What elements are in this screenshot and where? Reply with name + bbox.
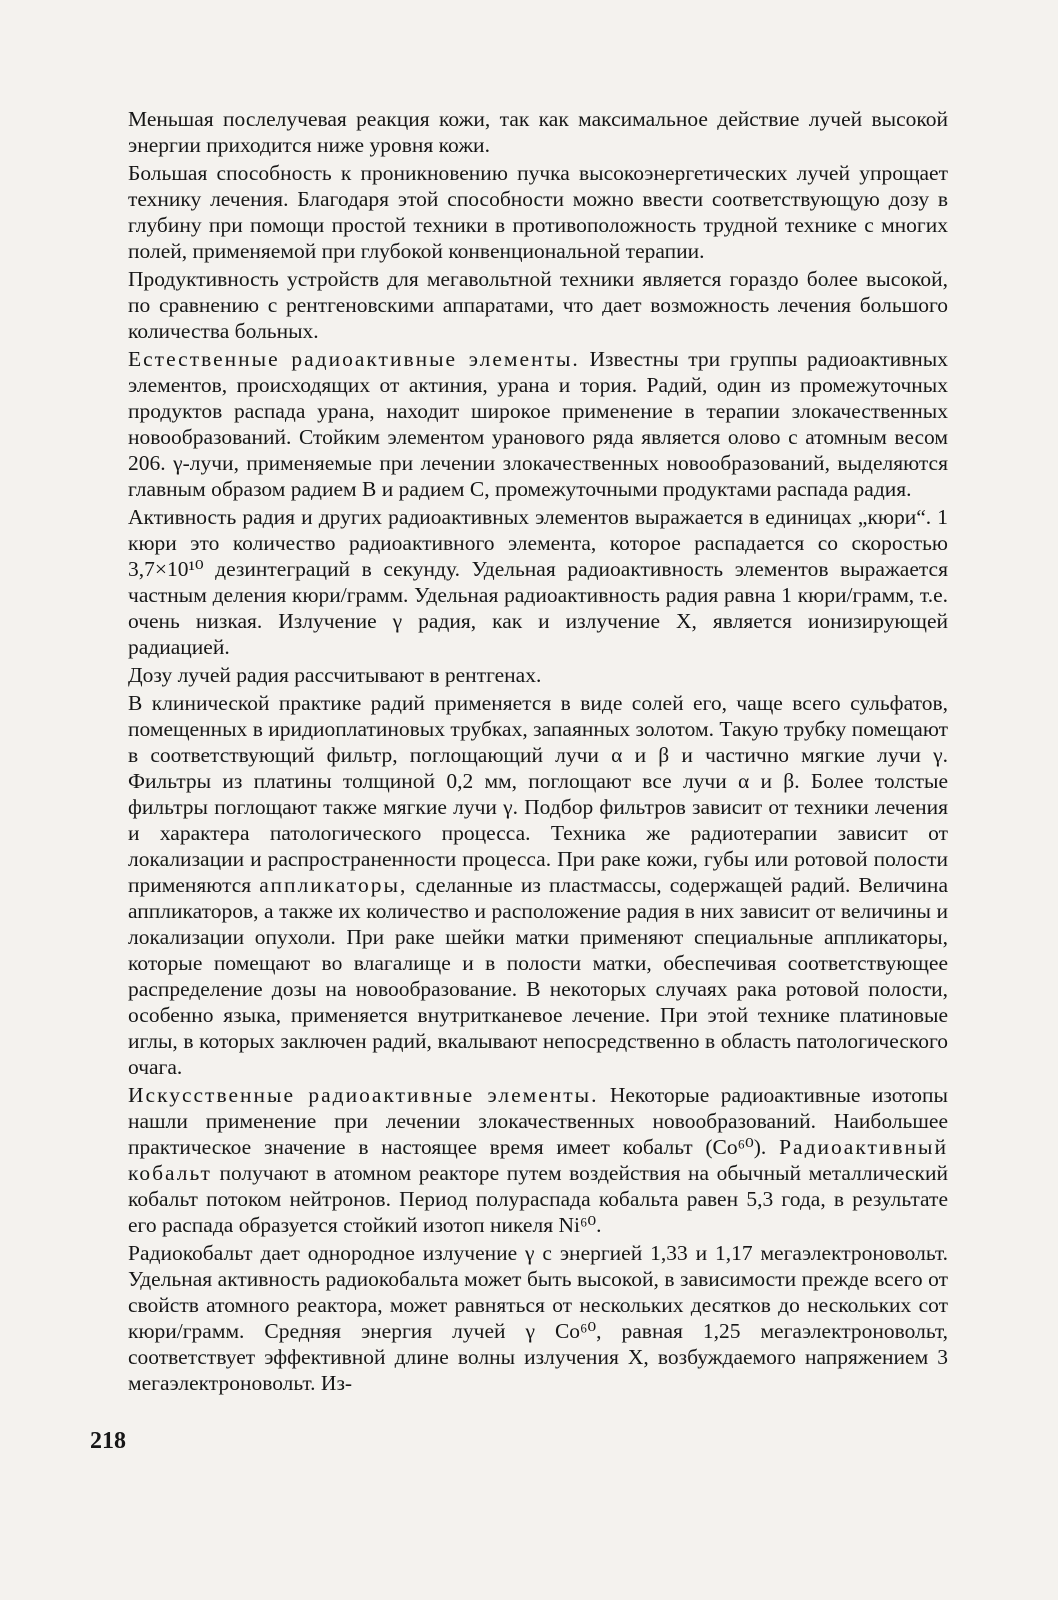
paragraph-dose (128, 662, 948, 688)
paragraph-text: получают в атомном реакторе путем воздействия на обычный металлический кобальт потоком нейтронов. Период полураспада кобальта равен 5,3 года, в результате его распада образуется стойкий изотоп никеля Ni⁶⁰. (128, 1161, 948, 1237)
paragraph-penetration (128, 160, 948, 264)
paragraph-text: Радиокобальт дает однородное излучение γ с энергией 1,33 и 1,17 мегаэлектроновольт. Удельная активность радиокобальта может быть высокой, в зависимости прежде всего от свойств атомного реактора, может равняться от нескольких десятков до нескольких сот кюри/грамм. Средняя энергия лучей γ Co⁶⁰, равная 1,25 мегаэлектроновольт, соответствует эффективной длине волны излучения X, возбуждаемого напряжением 3 мегаэлектроновольт. Из- (128, 1241, 948, 1395)
paragraph-text: Большая способность к проникновению пучка высокоэнергетических лучей упрощает технику лечения. Благодаря этой способности можно ввести соответствующую дозу в глубину при помощи простой техники в противоположность трудной технике с многих полей, применяемой при глубокой конвенциональной терапии. (128, 161, 948, 263)
paragraph-text: Продуктивность устройств для мегавольтной техники является гораздо более высокой, по сравнению с рентгеновскими аппаратами, что дает возможность лечения большого количества больных. (128, 267, 948, 343)
paragraph-artificial-elements (128, 1082, 948, 1238)
paragraph-natural-elements (128, 346, 948, 502)
paragraph-radiocobalt (128, 1240, 948, 1396)
page-number: 218 (90, 1428, 126, 1454)
paragraph-productivity (128, 266, 948, 344)
spaced-term-radiocobalt: Радиоактивный кобальт (128, 1135, 948, 1185)
paragraph-clinical-practice (128, 690, 948, 1080)
paragraph-text: Активность радия и других радиоактивных элементов выражается в единицах „кюри“. 1 кюри это количество радиоактивного элемента, которое распадается со скоростью 3,7×10¹⁰ дезинтеграций в секунду. Удельная радиоактивность элементов выражается частным деления кюри/грамм. Удельная радиоактивность радия равна 1 кюри/грамм, т.е. очень низкая. Излучение γ радия, как и излучение X, является ионизирующей радиацией. (128, 505, 948, 659)
paragraph-text: В клинической практике радий применяется в виде солей его, чаще всего сульфатов, помещенных в иридиоплатиновых трубках, запаянных золотом. Такую трубку помещают в соответствующий фильтр, поглощающий лучи α и β и частично мягкие лучи γ. Фильтры из платины толщиной 0,2 мм, поглощают все лучи α и β. Более толстые фильтры поглощают также мягкие лучи γ. Подбор фильтров зависит от техники лечения и характера патологического процесса. Техника же радиотерапии зависит от локализации и распространенности процесса. При раке кожи, губы или ротовой полости применяются (128, 691, 948, 897)
paragraph-skin-reaction (128, 106, 948, 158)
section-heading-natural: Естественные радиоактивные элементы. (128, 347, 580, 371)
paragraph-text: Меньшая послелучевая реакция кожи, так как максимальное действие лучей высокой энергии приходится ниже уровня кожи. (128, 107, 948, 157)
paragraph-text: сделанные из пластмассы, содержащей радий. Величина аппликаторов, а также их количество и расположение радия в них зависит от величины и локализации опухоли. При раке шейки матки применяют специальные аппликаторы, которые помещают во влагалище и в полости матки, обеспечивая соответствующее распределение дозы на новообразование. В некоторых случаях рака ротовой полости, особенно языка, применяется внутритканевое лечение. При этой технике платиновые иглы, в которых заключен радий, вкалывают непосредственно в область патологического очага. (128, 873, 948, 1079)
paragraph-text: Дозу лучей радия рассчитывают в рентгенах. (128, 663, 542, 687)
paragraph-text: Некоторые радиоактивные изотопы нашли применение при лечении злокачественных новообразований. Наибольшее практическое значение в настоящее время имеет кобальт (Co⁶⁰). (128, 1083, 948, 1159)
section-heading-artificial: Искусственные радиоактивные элементы. (128, 1083, 599, 1107)
paragraph-text: Известны три группы радиоактивных элементов, происходящих от актиния, урана и тория. Радий, один из промежуточных продуктов распада урана, находит широкое применение в терапии злокачественных новообразований. Стойким элементом уранового ряда является олово с атомным весом 206. γ-лучи, применяемые при лечении злокачественных новообразований, выделяются главным образом радием B и радием C, промежуточными продуктами распада радия. (128, 347, 948, 501)
paragraph-curie-activity (128, 504, 948, 660)
spaced-term-applicators: аппликаторы, (259, 873, 408, 897)
